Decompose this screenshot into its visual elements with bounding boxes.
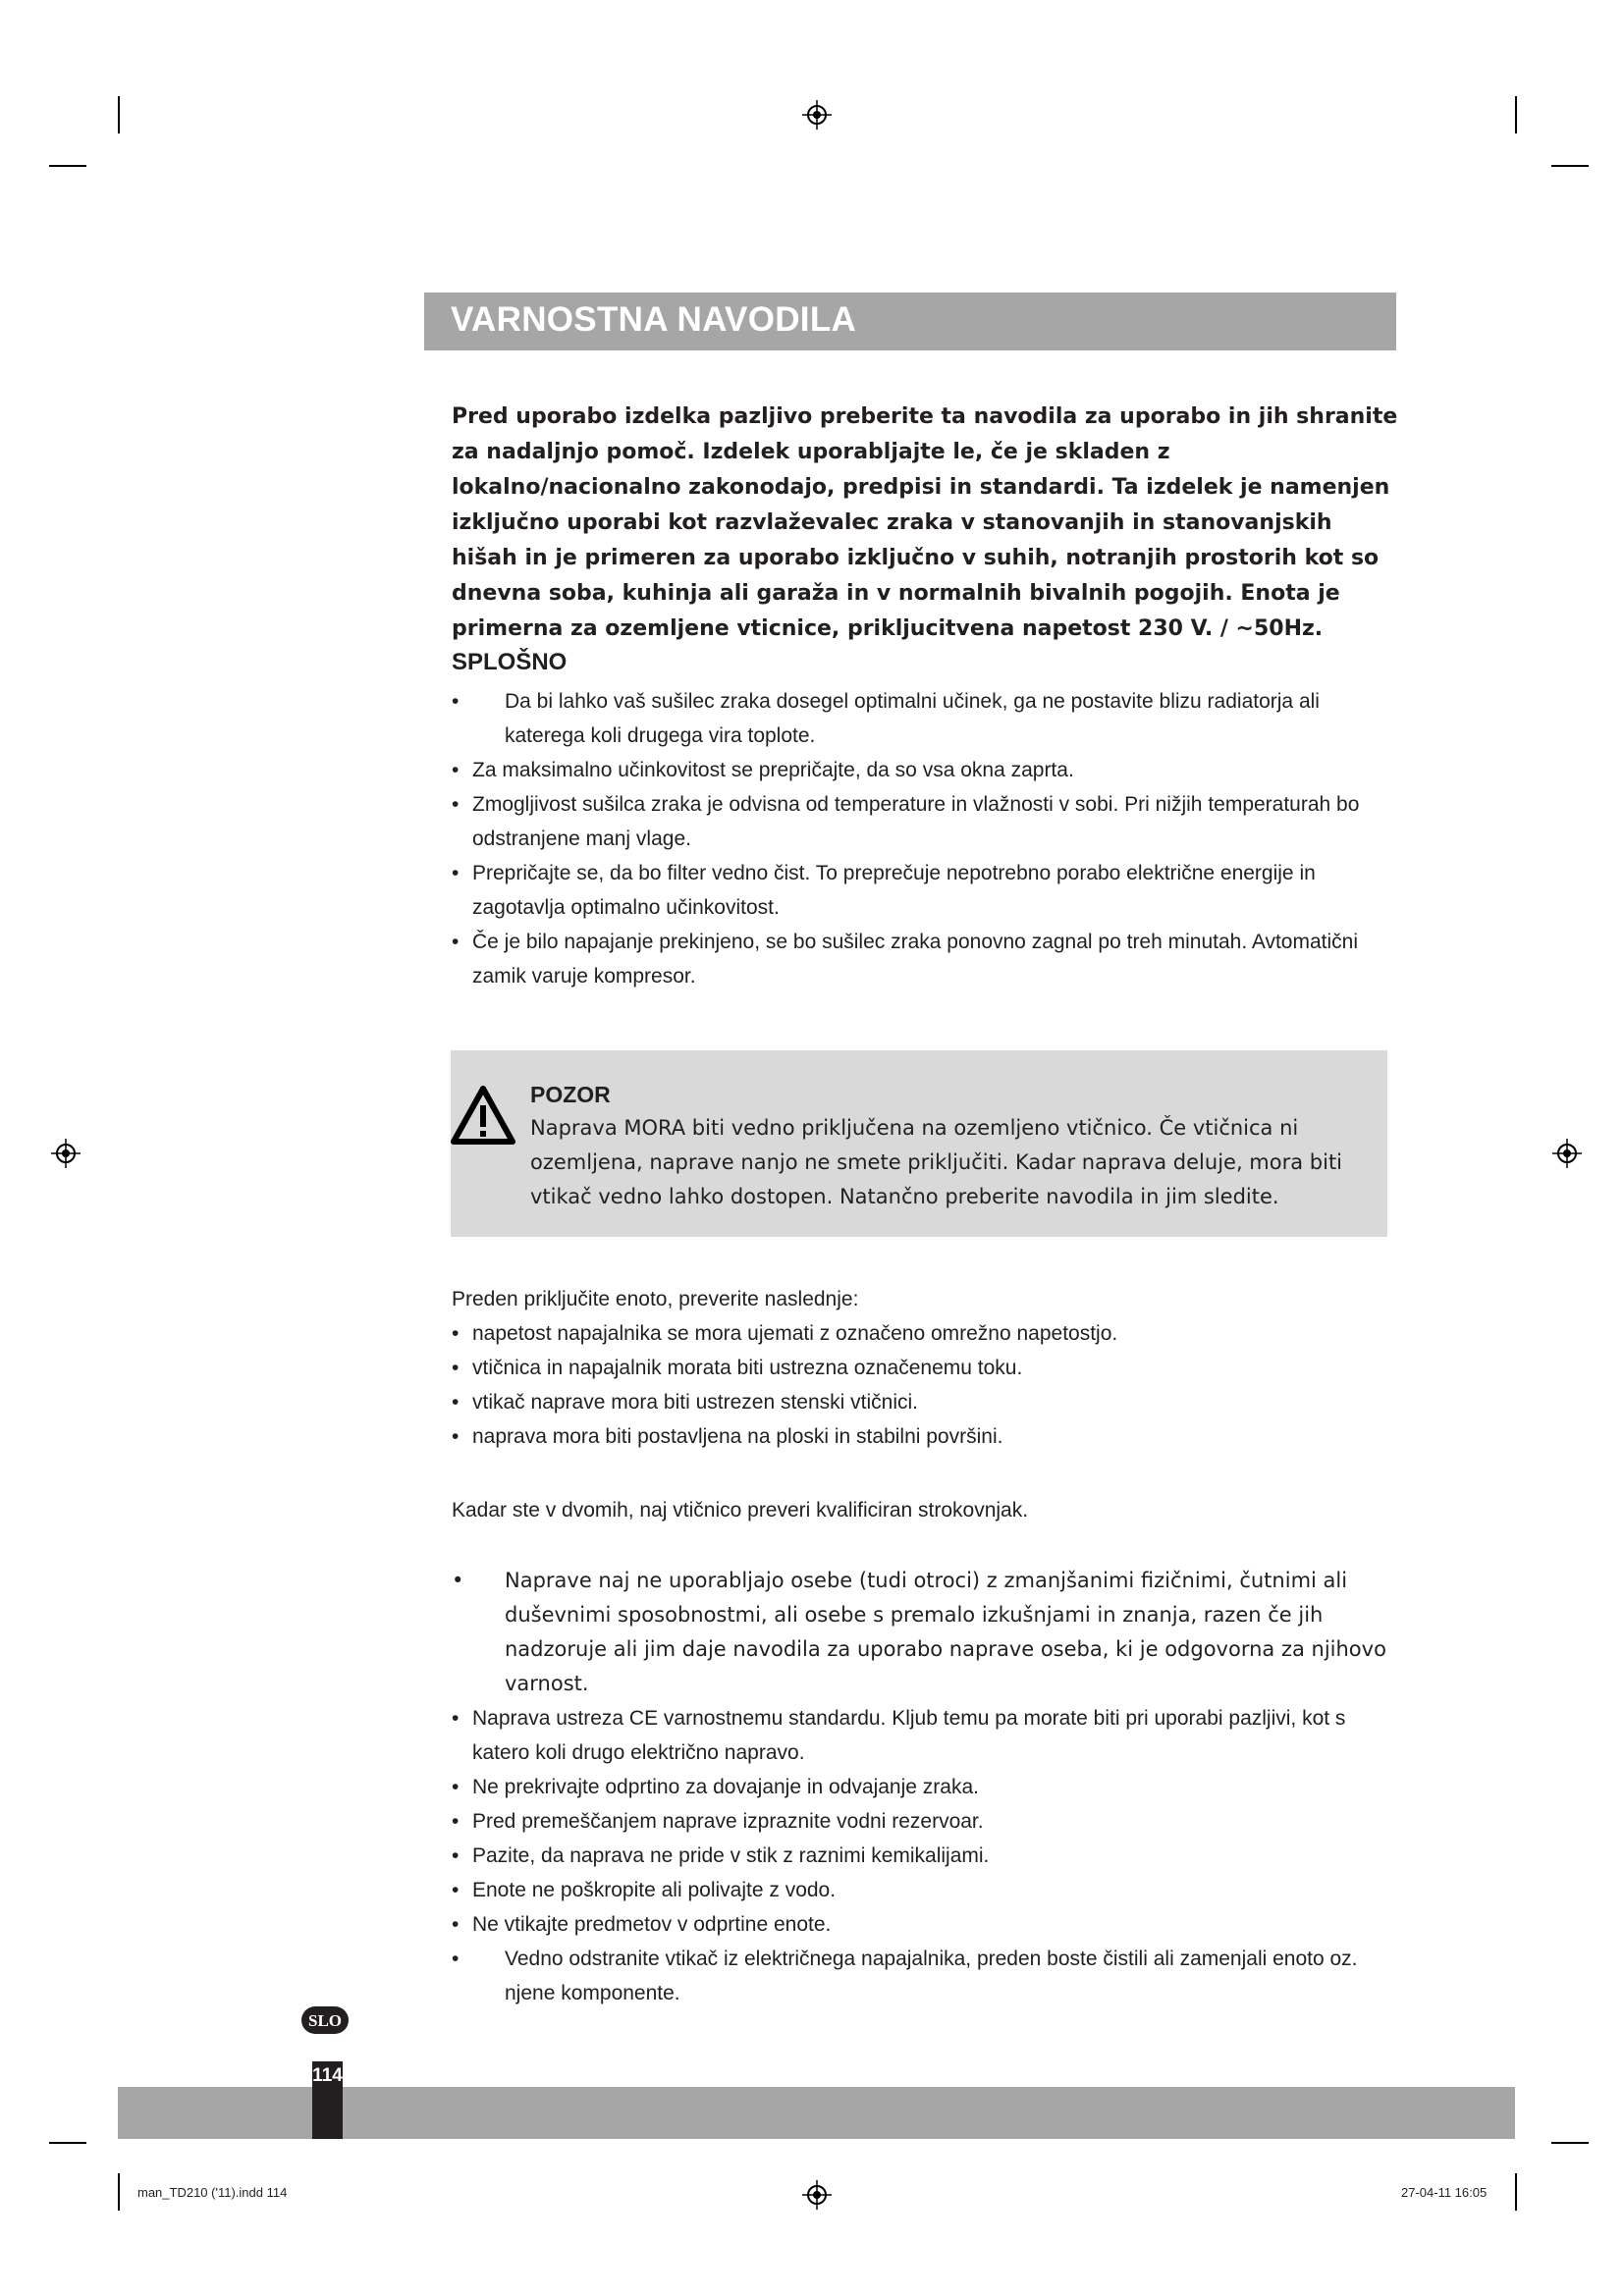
list-item: • Naprave naj ne uporabljajo osebe (tudi otroci) z zmanjšanimi fizičnimi, čutnimi ali duševnimi sposobnostmi, ali osebe s premalo izkušnjami in znanja, razen če jih nadzoruje ali jim daje navodila za uporabo naprave oseba, ki je odgovorna za njihovo varnost.	[452, 1569, 1386, 1695]
list-item: • Če je bilo napajanje prekinjeno, se bo sušilec zraka ponovno zagnal po treh minutah. Avtomatični zamik varuje kompresor.	[452, 931, 1359, 988]
list-item: • Enote ne poškropite ali polivajte z vodo.	[452, 1879, 837, 1901]
language-badge	[300, 2005, 350, 2035]
crop-mark	[1515, 96, 1517, 133]
warning-box	[451, 1050, 1387, 1237]
page-number: 114	[312, 2065, 343, 2086]
crop-mark	[118, 96, 120, 133]
registration-mark-icon	[802, 2180, 832, 2210]
crop-mark	[49, 165, 86, 167]
crop-mark	[1551, 165, 1589, 167]
list-item: • Zmogljivost sušilca zraka je odvisna od temperature in vlažnosti v sobi. Pri nižjih temperaturah bo odstranjene manj vlage.	[452, 793, 1360, 850]
check-list	[452, 1316, 1404, 1454]
crop-mark	[49, 2142, 86, 2144]
crop-mark	[1551, 2142, 1589, 2144]
page-title: VARNOSTNA NAVODILA	[451, 300, 857, 339]
warning-heading: POZOR	[530, 1082, 611, 1107]
crop-mark	[118, 2173, 120, 2211]
list-item: • Ne vtikajte predmetov v odprtine enote.	[452, 1913, 832, 1936]
warning-text: Naprava MORA biti vedno priključena na ozemljeno vtičnico. Če vtičnica ni ozemljena, naprave nanjo ne smete priključiti. Kadar naprava deluje, mora biti vtikač vedno lahko dostopen. Natančno preberite navodila in jim sledite.	[530, 1116, 1343, 1208]
file-slug: man_TD210 ('11).indd 114	[137, 2185, 288, 2200]
list-item: • Pred premeščanjem naprave izpraznite vodni rezervoar.	[452, 1810, 984, 1833]
list-item: • vtičnica in napajalnik morata biti ustrezna označenemu toku.	[452, 1357, 1023, 1379]
general-list	[452, 684, 1404, 993]
list-item: • Prepričajte se, da bo filter vedno čist. To preprečuje nepotrebno porabo električne energije in zagotavlja optimalno učinkovitost.	[452, 862, 1316, 919]
date-slug: 27-04-11 16:05	[1401, 2185, 1488, 2200]
safety-list	[452, 1564, 1404, 2010]
registration-mark-icon	[1552, 1139, 1582, 1168]
crop-mark	[1515, 2173, 1517, 2211]
intro-paragraph: Pred uporabo izdelka pazljivo preberite ta navodila za uporabo in jih shranite za nadaljnjo pomoč. Izdelek uporabljajte le, če je skladen z lokalno/nacionalno zakonodajo, predpisi in standardi. Ta izdelek je namenjen izključno uporabi kot razvlaževalec zraka v stanovanjih in stanovanjskih hišah in je primeren za uporabo izključno v suhih, notranjih prostorih kot so dnevna soba, kuhinja ali garaža in v normalnih bivalnih pogojih. Enota je primerna za ozemljene vticnice, prikljucitvena napetost 230 V. / ~50Hz.	[452, 404, 1398, 641]
list-item: • Da bi lahko vaš sušilec zraka dosegel optimalni učinek, ga ne postavite blizu radiatorja ali katerega koli drugega vira toplote.	[452, 690, 1320, 747]
list-item: • naprava mora biti postavljena na ploski in stabilni površini.	[452, 1425, 1003, 1448]
doubt-note: Kadar ste v dvomih, naj vtičnico preveri kvalificiran strokovnjak.	[452, 1499, 1029, 1522]
list-item: • Pazite, da naprava ne pride v stik z raznimi kemikalijami.	[452, 1844, 990, 1867]
title-bar	[424, 293, 1396, 350]
check-lead: Preden priključite enoto, preverite naslednje:	[452, 1288, 859, 1310]
list-item: • Ne prekrivajte odprtino za dovajanje in odvajanje zraka.	[452, 1776, 979, 1798]
registration-mark-icon	[802, 100, 832, 130]
list-item: • napetost napajalnika se mora ujemati z označeno omrežno napetostjo.	[452, 1322, 1118, 1345]
registration-mark-icon	[51, 1139, 81, 1168]
list-item: • Vedno odstranite vtikač iz električnega napajalnika, preden boste čistili ali zamenjali enoto oz. njene komponente.	[452, 1948, 1358, 2004]
section-heading-general: SPLOŠNO	[452, 649, 568, 675]
list-item: • Za maksimalno učinkovitost se prepričajte, da so vsa okna zaprta.	[452, 759, 1074, 781]
list-item: • vtikač naprave mora biti ustrezen stenski vtičnici.	[452, 1391, 919, 1414]
warning-triangle-icon	[451, 1086, 515, 1145]
svg-text:SLO: SLO	[307, 2011, 343, 2030]
list-item: • Naprava ustreza CE varnostnemu standardu. Kljub temu pa morate biti pri uporabi pazljivi, kot s katero koli drugo električno napravo.	[452, 1707, 1346, 1764]
